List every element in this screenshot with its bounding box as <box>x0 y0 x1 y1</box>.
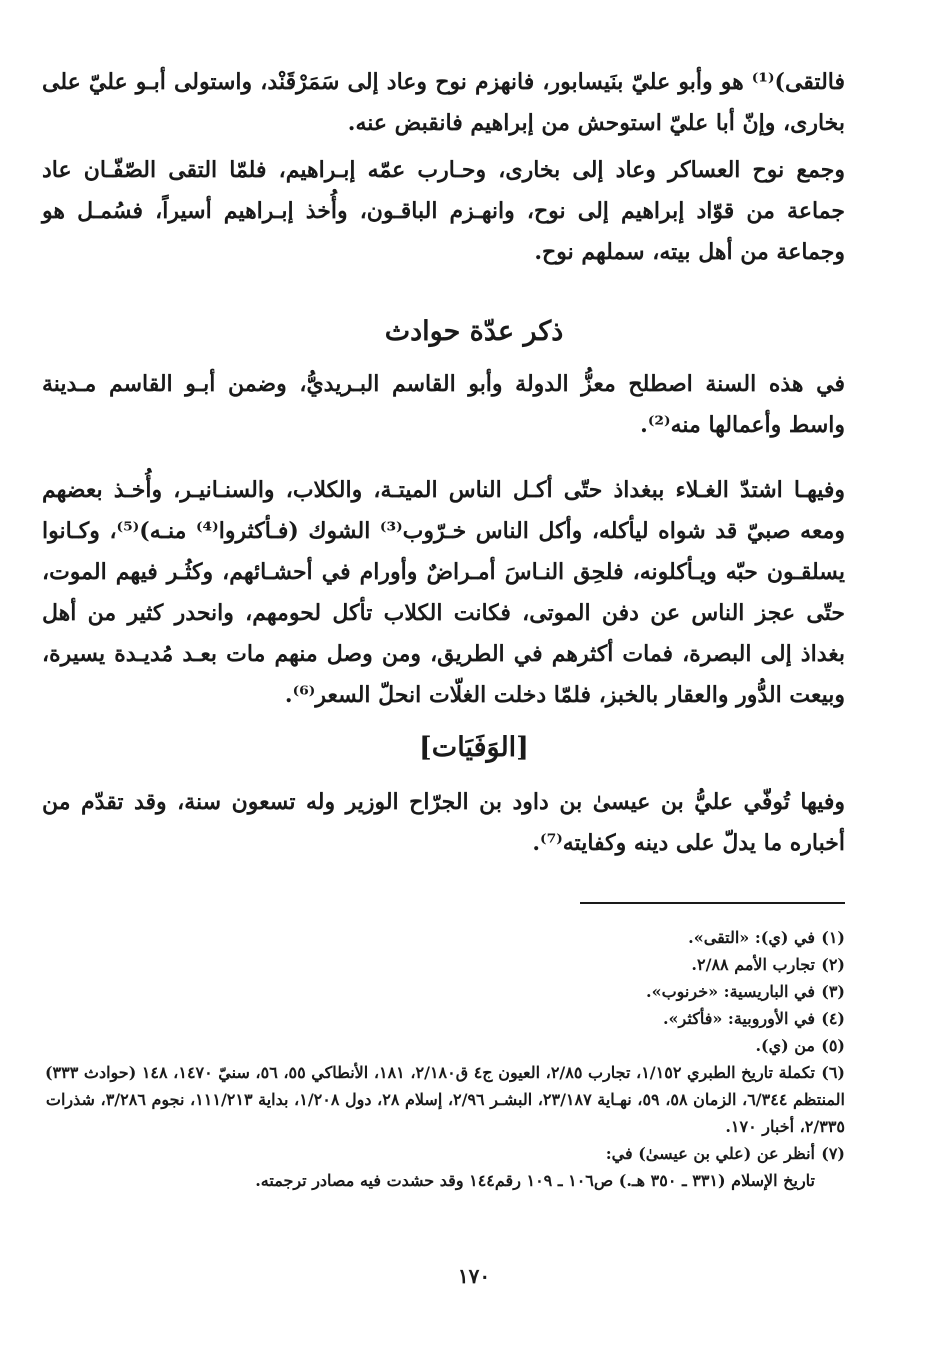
footnote-number: (٢) <box>821 955 845 974</box>
footnotes <box>42 924 845 1194</box>
section-heading-deaths: [الوَفَيَات] <box>419 732 529 763</box>
footnote-text: في الأوروبية: «فأكثر». <box>662 1009 815 1028</box>
paragraph-1: فالتقى)⁽¹⁾ هو وأبو عليّ بنَيسابور، فانهزم نوح وعاد إلى سَمَرْقَنْد، واستولى أبـو عليّ على بخارى، وإنّ أبا عليّ استوحش من إبراهيم فانقبض عنه. <box>42 69 845 136</box>
paragraph-2: وجمع نوح العساكر وعاد إلى بخارى، وحـارب عمّه إبـراهيم، فلمّا التقى الصّفّـان عاد جماعة من قوّاد إبراهيم إلى نوح، وانهـزم الباقـون، وأُخذ إبـراهيم أسيراً، فسُمـل هو وجماعة من أهل بيته، سملهم نوح. <box>42 157 845 265</box>
footnote-continuation: تاريخ الإسلام (٣٣١ ـ ٣٥٠ هـ.) ص١٠٦ ـ ١٠٩ رقم١٤٤ وقد حشدت فيه مصادر ترجمته. <box>255 1171 815 1190</box>
footnote-2 <box>42 951 845 978</box>
footnote-number: (١) <box>821 928 845 947</box>
footnote-text: تكملة تاريخ الطبري ١/١٥٢، تجارب ٢/٨٥، العيون ج٤ ق٢/١٨٠، ١٨١، الأنطاكي ٥٥، ٥٦، سنيّ ١٤٧٠، ١٤٨ (حوادث ٣٣٣) المنتظم ٦/٣٤٤، الزمان ٥٨، ٥٩، نهـاية ٢٣/١٨٧، البشـر ٢/٩٦، إسلام ٢٨، دول ١/٢٠٨، بداية ١١١/٢١٣، نجوم ٣/٢٨٦، شذرات ٢/٣٣٥، أخبار ١٧٠. <box>44 1063 845 1136</box>
footnote-text: تجارب الأمم ٢/٨٨. <box>691 955 815 974</box>
footnote-text: من (ي). <box>755 1036 815 1055</box>
footnote-text: في (ي): «التقى». <box>688 928 815 947</box>
footnote-3 <box>42 978 845 1005</box>
footnote-number: (٥) <box>821 1036 845 1055</box>
page-number: ١٧٠ <box>457 1264 491 1288</box>
footnote-4 <box>42 1005 845 1032</box>
footnote-number: (٤) <box>821 1009 845 1028</box>
section-heading-events: ذكر عدّة حوادث <box>384 316 564 347</box>
paragraph-4: وفيهـا اشتدّ الغـلاء ببغداذ حتّى أكـل الناس الميتـة، والكلاب، والسنـانيـر، وأُخـذ بعضهم ومعه صبيّ قد شواه ليأكله، وأكل الناس خـرّوب⁽³⁾ الشوك (فـأكثروا⁽⁴⁾ منـه)⁽⁵⁾، وكـانوا يسلقـون حبّه ويـأكلونه، فلحِق النـاسَ أمـراضٌ وأورام في أحشـائهم، وكثُـر فيهم الموت، حتّى عجز الناس عن دفن الموتى، فكانت الكلاب تأكل لحومهم، وانحدر كثير من أهل بغداذ إلى البصرة، فمات أكثرهم في الطريق، ومن وصل منهم مات بعـد مُديـدة يسيرة، وبيعت الدُّور والعقار بالخبز، فلمّا دخلت الغلّات انحلّ السعر⁽⁶⁾. <box>42 477 845 708</box>
footnote-text: في الباريسية: «خرنوب». <box>646 982 815 1001</box>
footnote-1 <box>42 924 845 951</box>
footnote-number: (٣) <box>821 982 845 1001</box>
footnote-separator <box>580 902 845 904</box>
footnote-number: (٦) <box>821 1063 845 1082</box>
footnote-text: أنظر عن (علي بن عيسىٰ) في: <box>605 1144 815 1163</box>
footnote-number: (٧) <box>821 1144 845 1163</box>
footnote-5 <box>42 1032 845 1059</box>
paragraph-5: وفيها تُوفّي عليُّ بن عيسىٰ بن داود بن الجرّاح الوزير وله تسعون سنة، وقد تقدّم من أخباره ما يدلّ على دينه وكفايته⁽⁷⁾. <box>42 789 845 856</box>
paragraph-3: في هذه السنة اصطلح معزُّ الدولة وأبو القاسم البـريديُّ، وضمن أبـو القاسم مـدينة واسط وأعمالها منه⁽²⁾. <box>42 371 845 438</box>
footnote-6 <box>42 1059 845 1140</box>
footnote-7 <box>42 1140 845 1194</box>
